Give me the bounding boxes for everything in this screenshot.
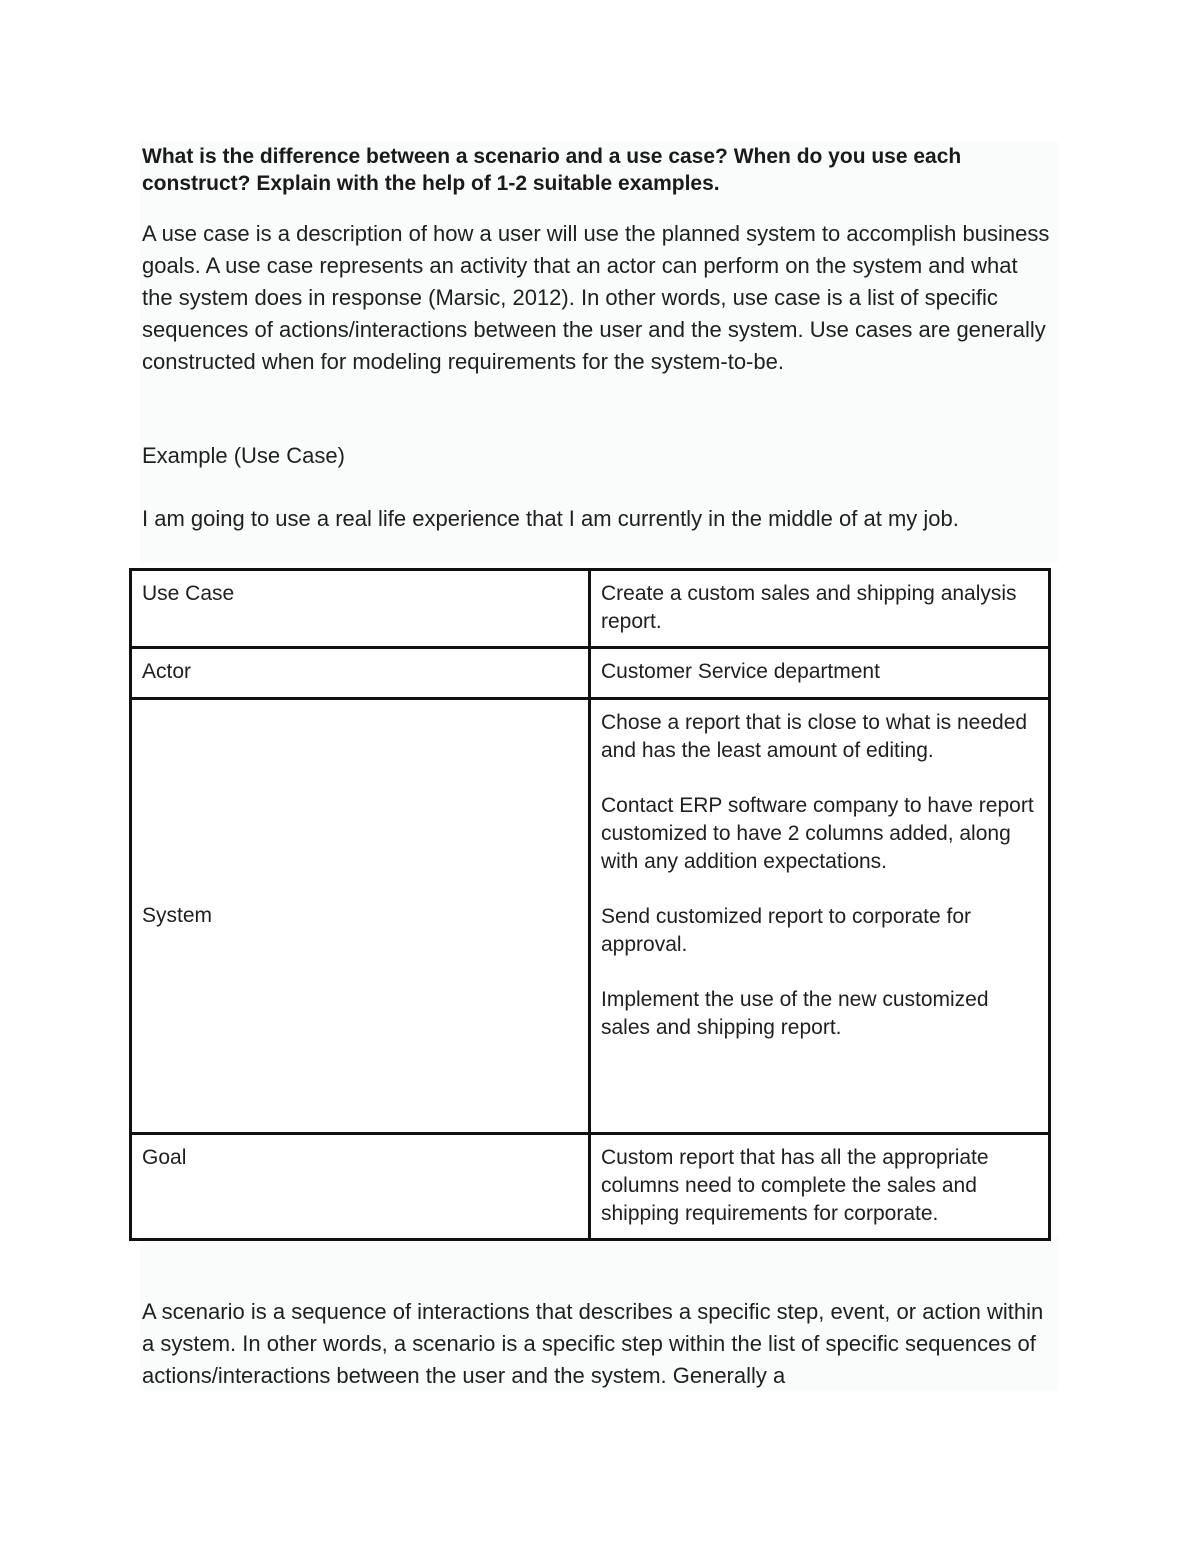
table-row-system [131,699,1050,1134]
scenario-paragraph: A scenario is a sequence of interactions that describes a specific step, event, or action within a system. In other words, a scenario is a specific step within the list of specific sequences of actions/interactions between the user and the system. Generally a [142,1299,1044,1388]
system-step: Send customized report to corporate for approval. [601,905,972,956]
intro-paragraph: A use case is a description of how a user will use the planned system to accomplish business goals. A use case represents an activity that an actor can perform on the system and what the system does in response (Marsic, 2012). In other words, use case is a list of specific sequences of actions/interactions between the user and the system. Use cases are generally constructed when for modeling requirements for the system-to-be. [142,221,1050,374]
use-case-value: Create a custom sales and shipping analysis report. [590,570,1050,648]
table-row-goal [131,1134,1050,1240]
system-step: Contact ERP software company to have report customized to have 2 columns added, along with any addition expectations. [601,794,1034,873]
question-heading: What is the difference between a scenario and a use case? When do you use each construct? Explain with the help of 1-2 suitable examples. [142,145,962,195]
real-life-paragraph: I am going to use a real life experience that I am currently in the middle of at my job. [142,506,959,531]
actor-value: Customer Service department [590,648,1050,699]
use-case-table [129,568,1051,1241]
system-step: Chose a report that is close to what is needed and has the least amount of editing. [601,711,1028,762]
table-row-actor [131,648,1050,699]
example-heading: Example (Use Case) [142,443,345,468]
use-case-label: Use Case [131,570,590,648]
actor-label: Actor [131,648,590,699]
system-label: System [131,699,590,1134]
system-steps-cell [590,699,1050,1134]
system-step: Implement the use of the new customized sales and shipping report. [601,988,989,1039]
goal-label: Goal [131,1134,590,1240]
table-row-use-case [131,570,1050,648]
goal-value: Custom report that has all the appropriate columns need to complete the sales and shipping requirements for corporate. [590,1134,1050,1240]
